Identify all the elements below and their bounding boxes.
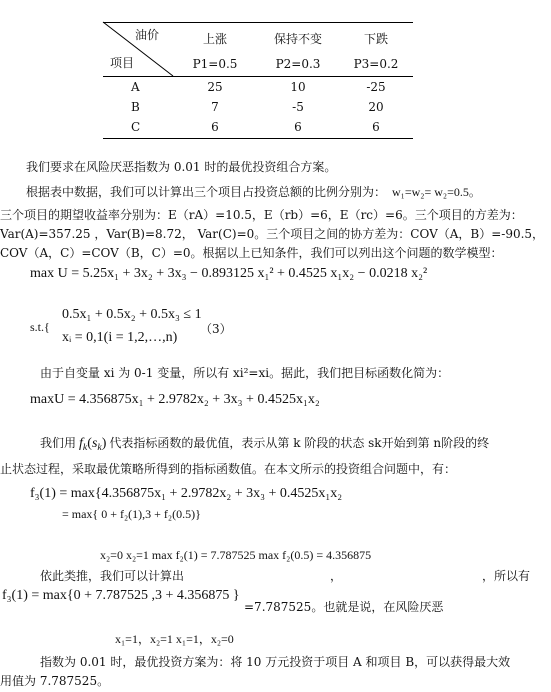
- equation-number: （3）: [200, 322, 232, 336]
- row-label-a: A: [131, 80, 140, 94]
- cell-c-down: 6: [372, 120, 380, 134]
- dp-def-rest: 代表指标函数的最优值，表示从第 k 阶段的状态 sk开始到第 n阶段的终: [109, 436, 490, 450]
- paragraph-induction: 依此类推，我们可以计算出: [40, 569, 185, 583]
- col-header-down: 下跌: [363, 32, 388, 46]
- paragraph-dp-def: [40, 434, 489, 453]
- optimal-decision-line: x₁=1，x₂=1 x₁=1，x₂=0: [115, 632, 234, 646]
- objective-equation: max U = 5.25x₁ + 3x₂ + 3x₃ − 0.893125 x₁² + 0.4525 x₁x₂ − 0.0218 x₂²: [30, 266, 428, 281]
- col-header-up: 上涨: [202, 32, 227, 46]
- cell-b-up: 7: [211, 100, 219, 114]
- paragraph-conclusion: 指数为 0.01 时，最优投资方案为：将 10 万元投资于项目 A 和项目 B，可以获得最大效: [40, 655, 511, 669]
- cell-a-down: -25: [366, 80, 386, 94]
- paragraph-dp-process: 止状态过程，采取最优策略所得到的指标函数值。在本文所示的投资组合问题中，有：: [0, 462, 457, 476]
- paragraph-covariances: COV（A，C）=COV（B，C）=0。根据以上已知条件，我们可以列出这个问题的数学模型：: [0, 246, 503, 260]
- constraint-label: s.t.{: [30, 320, 50, 334]
- induction-so: ，所以有: [482, 569, 531, 583]
- row-label-b: B: [131, 100, 140, 114]
- row-label-c: C: [131, 120, 141, 134]
- cell-b-flat: -5: [292, 100, 304, 114]
- weights-values: w₁=w₂= w₂=0.5。: [392, 185, 481, 199]
- col-prob-flat: P2=0.3: [275, 57, 321, 71]
- col-prob-down: P3=0.2: [353, 57, 399, 71]
- cell-a-flat: 10: [290, 80, 306, 94]
- cell-c-up: 6: [211, 120, 219, 134]
- table-header-rule: [103, 76, 413, 77]
- table-corner-top: 油价: [135, 28, 160, 42]
- table-corner-bottom: 项目: [110, 56, 135, 70]
- cell-c-flat: 6: [294, 120, 302, 134]
- paragraph-expected-returns: 三个项目的期望收益率分别为：E（rA）=10.5，E（rb）=6，E（rc）=6。三个项目的方差为：: [0, 208, 523, 222]
- col-prob-up: P1=0.5: [192, 57, 238, 71]
- cell-b-down: 20: [368, 100, 384, 114]
- induction-comma: ，: [330, 569, 343, 583]
- cell-a-up: 25: [207, 80, 223, 94]
- simplified-objective: maxU = 4.356875x₁ + 2.9782x₂ + 3x₃ + 0.4525x₁x₂: [30, 392, 320, 407]
- fk-symbol: $f_k(s_k)$: [79, 436, 107, 453]
- dp-def-intro: 我们用: [40, 436, 77, 450]
- table-top-rule: [103, 22, 413, 23]
- constraint-2: xᵢ = 0,1(i = 1,2,…,n): [62, 330, 178, 345]
- col-header-flat: 保持不变: [273, 32, 322, 46]
- recursion-equation-2: = max{ 0 + f₂(1),3 + f₂(0.5)}: [62, 507, 201, 521]
- paragraph-goal: 我们要求在风险厌恶指数为 0.01 时的最优投资组合方案。: [26, 160, 337, 174]
- stage-values-line: x₂=0 x₂=1 max f₂(1) = 7.787525 max f₂(0.5) = 4.356875: [100, 548, 372, 562]
- paragraph-result: =7.787525。也就是说，在风险厌恶: [244, 600, 444, 614]
- paragraph-weights: [26, 183, 481, 200]
- final-equation: f₃(1) = max{0 + 7.787525 ,3 + 4.356875 }: [2, 588, 240, 603]
- constraint-1: 0.5x₁ + 0.5x₂ + 0.5x₃ ≤ 1: [62, 307, 202, 322]
- paragraph-variances: Var(A)=357.25 ，Var(B)=8.72， Var(C)=0。三个项目之间的协方差为：COV（A，B）=-90.5，: [0, 227, 545, 241]
- recursion-equation-1: f₃(1) = max{4.356875x₁ + 2.9782x₂ + 3x₃ + 0.4525x₁x₂: [30, 486, 343, 501]
- weights-intro: 根据表中数据，我们可以计算出三个项目占投资总额的比例分别为：: [26, 185, 387, 199]
- table-bottom-rule: [103, 138, 413, 139]
- paragraph-binary: 由于自变量 xi 为 0-1 变量，所以有 xi²=xi。据此，我们把目标函数化简为：: [40, 366, 450, 380]
- paragraph-conclusion-end: 用值为 7.787525。: [0, 674, 110, 688]
